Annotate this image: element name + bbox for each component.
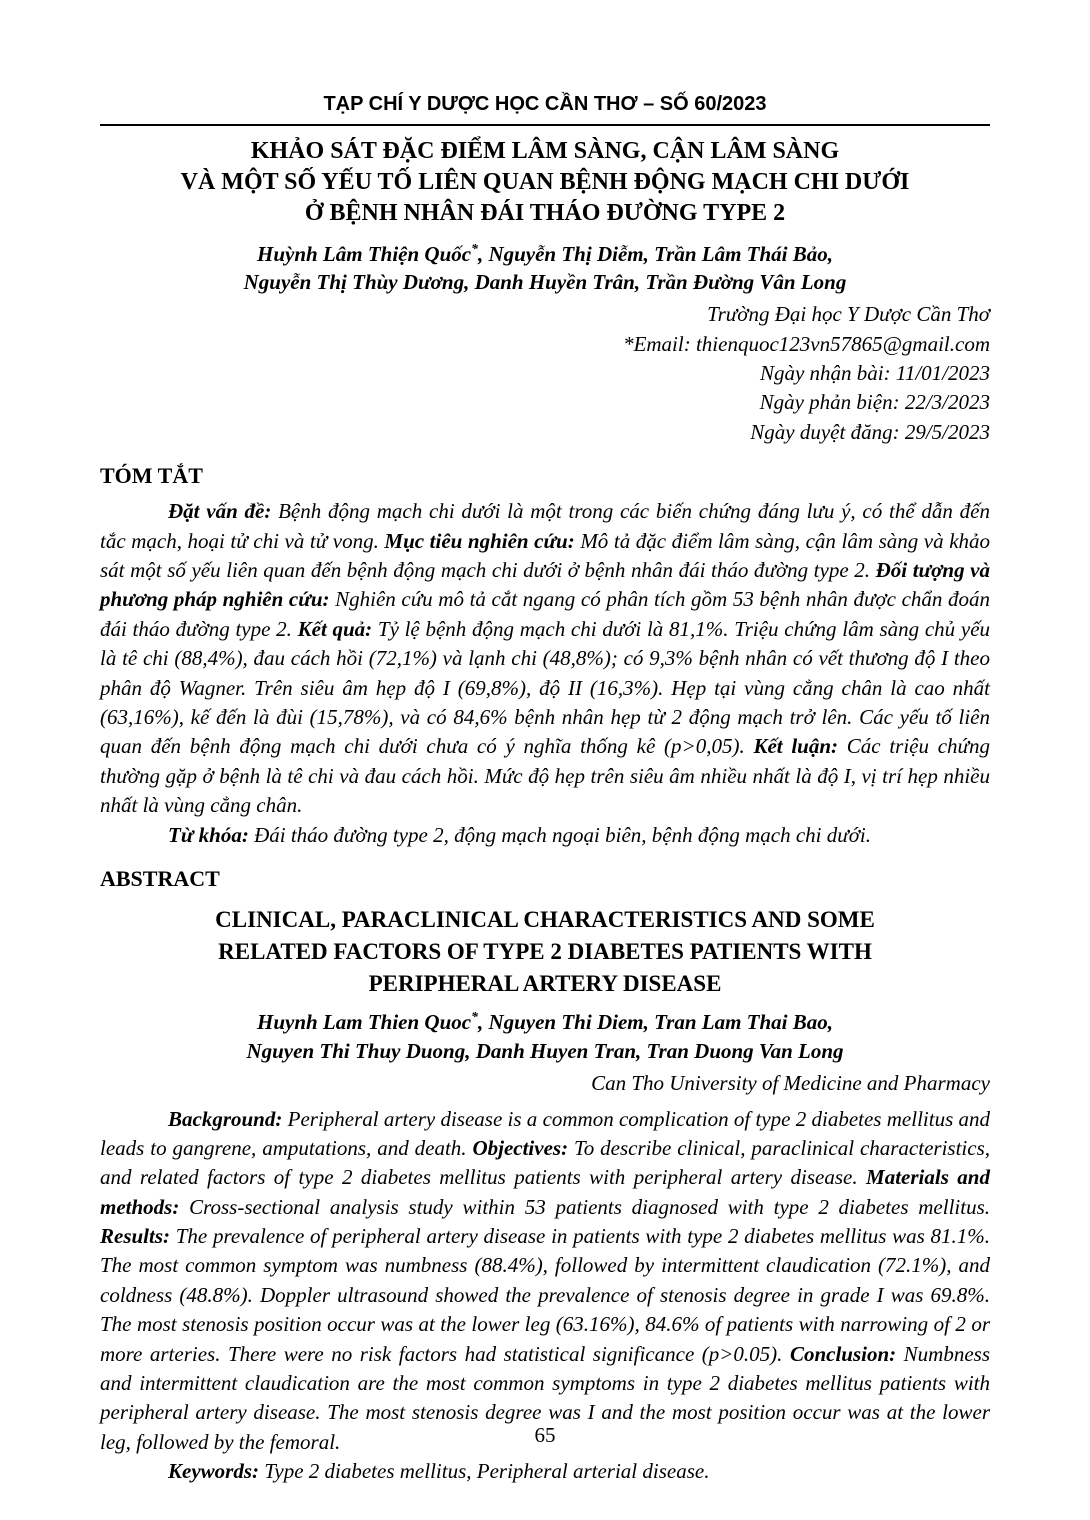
abstract-vi-paragraph <box>100 497 990 820</box>
abstract-en-label-background: Background: <box>168 1106 283 1131</box>
abstract-en-label-objectives: Objectives: <box>472 1135 569 1160</box>
abstract-en-heading: ABSTRACT <box>100 865 220 891</box>
title-vi-line-2: VÀ MỘT SỐ YẾU TỐ LIÊN QUAN BỆNH ĐỘNG MẠCH CHI DƯỚI <box>180 169 910 196</box>
abstract-en-label-materials: Materials and methods: <box>100 1165 990 1219</box>
page-number: 65 <box>534 1423 556 1447</box>
journal-header: TẠP CHÍ Y DƯỢC HỌC CẦN THƠ – SỐ 60/2023 <box>323 93 767 115</box>
keywords-vi-text: Đái tháo đường type 2, động mạch ngoại biên, bệnh động mạch chi dưới. <box>254 822 871 847</box>
authors-rest: , Nguyễn Thị Diễm, Trần Lâm Thái Bảo, <box>477 241 834 266</box>
abstract-en-label-conclusion: Conclusion: <box>789 1341 897 1366</box>
affiliation-vi: Trường Đại học Y Dược Cần Thơ <box>707 302 990 327</box>
authors-en <box>100 1008 990 1065</box>
author-name: Huỳnh Lâm Thiện Quốc <box>256 241 472 266</box>
title-vi-line-3: Ở BỆNH NHÂN ĐÁI THÁO ĐƯỜNG TYPE 2 <box>304 200 786 227</box>
abstract-vi-text-7: Tỷ lệ bệnh động mạch chi dưới là 81,1%. Triệu chứng lâm sàng chủ yếu là tê chi (88,4%), đau cách hồi (72,1%) và lạnh chi (48,8%); có 9,3% bệnh nhân có vết thương độ I theo phân độ Wagner. Trên siêu âm hẹp độ I (69,8%), độ II (16,3%). Hẹp tại vùng cẳng chân là cao nhất (63,16%), kế đến là đùi (15,78%), và có 84,6% bệnh nhân hẹp từ 2 động mạch trở lên. Các yếu tố liên quan đến bệnh động mạch chi dưới chưa có ý nghĩa thống kê (p>0,05). <box>100 616 991 759</box>
abstract-en-text-5: Cross-sectional analysis study within 53 patients diagnosed with type 2 diabetes mellitus. <box>189 1194 991 1219</box>
keywords-en-text: Type 2 diabetes mellitus, Peripheral arterial disease. <box>264 1459 710 1484</box>
author-name-en: Huynh Lam Thien Quoc <box>256 1010 472 1035</box>
email-line: *Email: thienquoc123vn57865@gmail.com <box>623 331 990 356</box>
header-rule <box>100 124 990 126</box>
title-en-line-2: RELATED FACTORS OF TYPE 2 DIABETES PATIENTS WITH <box>218 939 872 965</box>
authors-en-line-1 <box>100 1008 990 1036</box>
abstract-vi-text-3: Mô tả đặc điểm lâm sàng, cận lâm sàng và khảo sát một số yếu liên quan đến bệnh động mạch chi dưới ở bệnh nhân đái tháo đường type 2. <box>100 528 991 582</box>
abstract-en-text-3: To describe clinical, paraclinical characteristics, and related factors of type 2 diabetes mellitus patients with peripheral artery disease. <box>100 1135 990 1190</box>
abstract-vi-label-doi-tuong: Đối tượng và phương pháp nghiên cứu: <box>100 557 991 612</box>
authors-vi-line-1 <box>100 240 990 268</box>
date-received: Ngày nhận bài: 11/01/2023 <box>759 361 990 386</box>
title-en-line-3: PERIPHERAL ARTERY DISEASE <box>368 971 722 997</box>
authors-rest-en: , Nguyen Thi Diem, Tran Lam Thai Bao, <box>477 1010 834 1035</box>
abstract-en-text-1: Peripheral artery disease is a common complication of type 2 diabetes mellitus and leads to gangrene, amputations, and death. <box>100 1106 991 1160</box>
date-reviewed: Ngày phản biện: 22/3/2023 <box>759 390 990 415</box>
keywords-en <box>100 1457 990 1486</box>
title-vi-line-1: KHẢO SÁT ĐẶC ĐIỂM LÂM SÀNG, CẬN LÂM SÀNG <box>250 138 840 164</box>
abstract-vi-label-muc-tieu: Mục tiêu nghiên cứu: <box>384 528 575 553</box>
date-accepted: Ngày duyệt đăng: 29/5/2023 <box>750 419 990 444</box>
abstract-en-label-results: Results: <box>100 1224 171 1249</box>
abstract-en-text-9: Numbness and intermittent claudication are the most common symptoms in type 2 diabetes mellitus patients with peripheral artery disease. The most stenosis degree was I and the most position occur was at the lower leg, followed by the femoral. <box>100 1341 991 1454</box>
author-asterisk-en: * <box>471 1009 478 1025</box>
abstract-vi-label-dat-van-de: Đặt vấn đề: <box>168 499 272 524</box>
abstract-vi-heading: TÓM TẮT <box>100 463 203 489</box>
authors-vi-line-2: Nguyễn Thị Thùy Dương, Danh Huyền Trân, Trần Đường Vân Long <box>243 269 847 294</box>
title-en-line-1: CLINICAL, PARACLINICAL CHARACTERISTICS AND SOME <box>215 906 875 932</box>
abstract-vi-text-1: Bệnh động mạch chi dưới là một trong các biến chứng đáng lưu ý, có thể dẫn đến tắc mạch, hoại tử chi và tử vong. <box>100 499 990 553</box>
paper-meta <box>100 300 990 447</box>
keywords-vi <box>100 821 990 850</box>
affiliation-en: Can Tho University of Medicine and Pharmacy <box>591 1071 990 1096</box>
abstract-en-paragraph <box>100 1105 990 1458</box>
paper-title-en <box>100 904 990 1001</box>
keywords-en-label: Keywords: <box>168 1459 259 1484</box>
keywords-vi-label: Từ khóa: <box>168 822 249 847</box>
paper-title-vi <box>100 136 990 230</box>
abstract-vi-label-ket-qua: Kết quả: <box>297 616 373 641</box>
author-asterisk: * <box>471 240 478 256</box>
abstract-vi-label-ket-luan: Kết luận: <box>753 734 839 759</box>
abstract-vi-text-5: Nghiên cứu mô tả cắt ngang có phân tích gồm 53 bệnh nhân được chẩn đoán đái tháo đường type 2. <box>100 587 991 641</box>
abstract-en-text-7: The prevalence of peripheral artery disease in patients with type 2 diabetes mellitus was 81.1%. The most common symptom was numbness (88.4%), followed by intermittent claudication (72.1%), and coldness (48.8%). Doppler ultrasound showed the prevalence of stenosis degree in grade I was 69.8%. The most stenosis position occur was at the lower leg (63.16%), 84.6% of patients with narrowing of 2 or more arteries. There were no risk factors had statistical significance (p>0.05). <box>100 1224 990 1366</box>
abstract-vi-text-9: Các triệu chứng thường gặp ở bệnh là tê chi và đau cách hồi. Mức độ hẹp trên siêu âm nhiều nhất là độ I, vị trí hẹp nhiều nhất là vùng cẳng chân. <box>100 734 990 818</box>
authors-en-line-2: Nguyen Thi Thuy Duong, Danh Huyen Tran, Tran Duong Van Long <box>246 1038 844 1063</box>
authors-vi <box>100 240 990 297</box>
